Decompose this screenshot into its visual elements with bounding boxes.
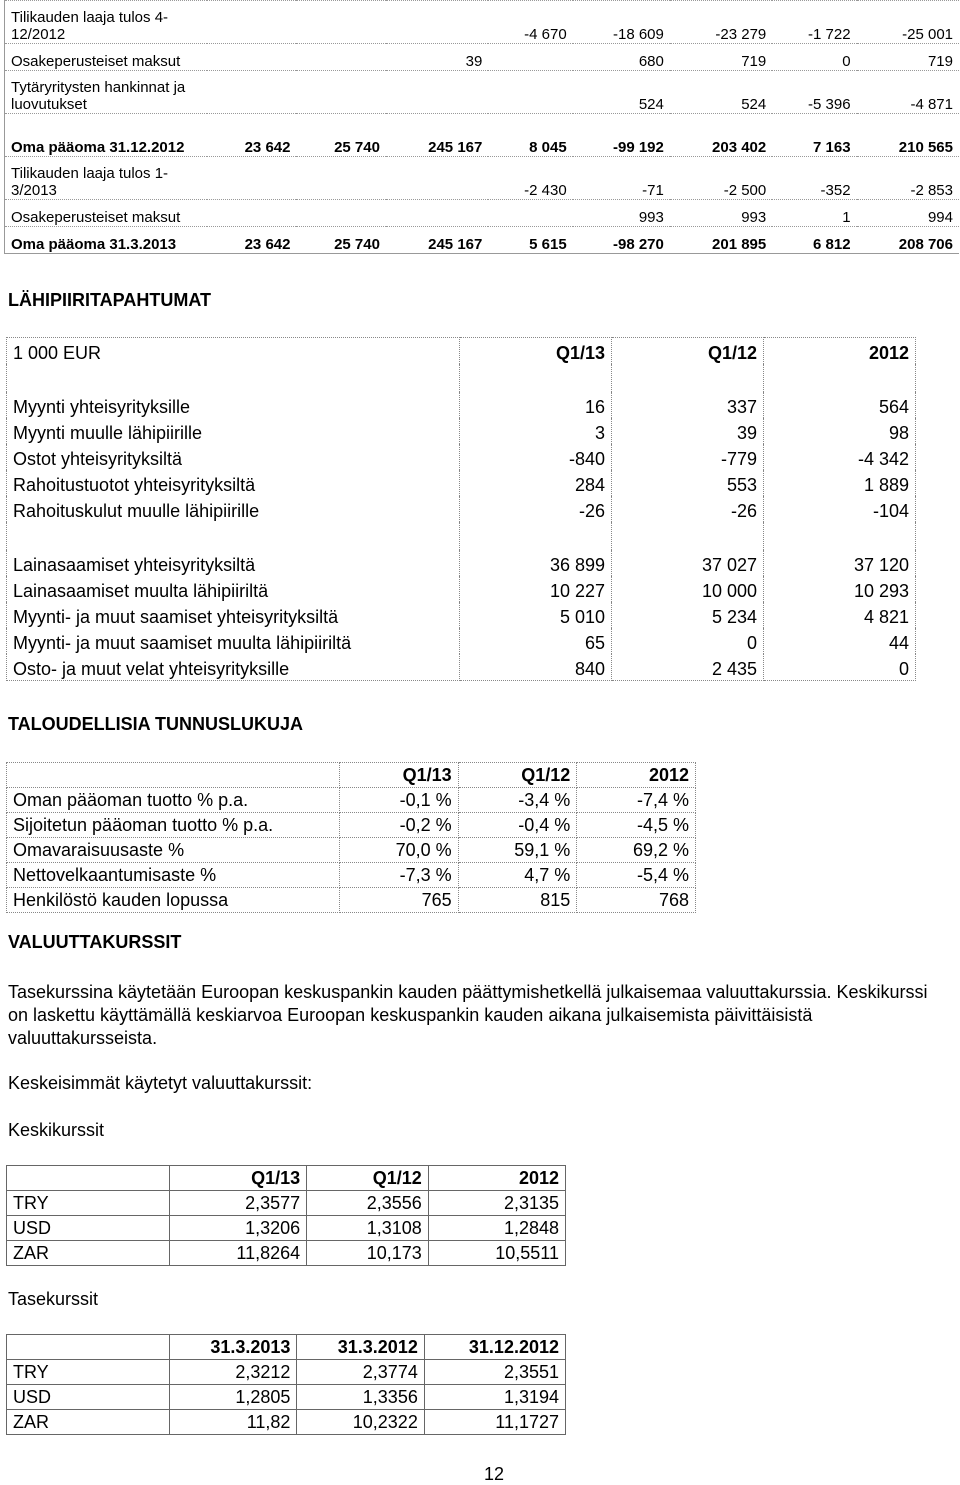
value-cell: 2,3135 xyxy=(428,1191,565,1216)
currency-row xyxy=(7,1191,566,1216)
value-cell: -2 500 xyxy=(670,157,772,200)
value-cell xyxy=(207,157,296,200)
value-cell: -0,2 % xyxy=(340,813,459,838)
related-row xyxy=(7,602,916,628)
row-label: Lainasaamiset yhteisyrityksiltä xyxy=(7,550,460,576)
value-cell: 768 xyxy=(577,888,696,913)
average-rates-table xyxy=(6,1165,566,1266)
value-cell: 2,3577 xyxy=(170,1191,307,1216)
value-cell: 2,3212 xyxy=(170,1360,297,1385)
empty-header xyxy=(7,1166,170,1191)
value-cell: 284 xyxy=(460,470,612,496)
value-cell: 10 000 xyxy=(612,576,764,602)
equity-row xyxy=(5,227,960,254)
spacer-cell xyxy=(612,522,764,550)
value-cell: 524 xyxy=(670,71,772,114)
related-heading: LÄHIPIIRITAPAHTUMAT xyxy=(8,290,211,310)
row-label: Tytäryritysten hankinnat ja luovutukset xyxy=(5,71,208,114)
currency-row xyxy=(7,1360,566,1385)
spacer-cell xyxy=(764,364,916,392)
value-cell xyxy=(296,71,385,114)
currency-intro: Keskeisimmät käytetyt valuuttakurssit: xyxy=(8,1073,313,1093)
column-header: 2012 xyxy=(764,338,916,365)
column-header: Q1/12 xyxy=(612,338,764,365)
row-label: Rahoituskulut muulle lähipiirille xyxy=(7,496,460,522)
value-cell xyxy=(386,200,488,227)
value-cell: -99 192 xyxy=(573,114,670,157)
value-cell: -71 xyxy=(573,157,670,200)
column-header: 31.3.2013 xyxy=(170,1335,297,1360)
value-cell: 0 xyxy=(612,628,764,654)
related-row xyxy=(7,628,916,654)
value-cell: -0,4 % xyxy=(458,813,577,838)
value-cell: 524 xyxy=(573,71,670,114)
value-cell: -26 xyxy=(612,496,764,522)
value-cell: 337 xyxy=(612,392,764,418)
row-label: Rahoitustuotot yhteisyrityksiltä xyxy=(7,470,460,496)
value-cell: 10,5511 xyxy=(428,1241,565,1266)
value-cell: -104 xyxy=(764,496,916,522)
value-cell: 1,3356 xyxy=(297,1385,424,1410)
value-cell: -2 430 xyxy=(488,157,572,200)
value-cell: -0,1 % xyxy=(340,788,459,813)
value-cell: -18 609 xyxy=(573,1,670,44)
value-cell: 5 234 xyxy=(612,602,764,628)
value-cell: 993 xyxy=(573,200,670,227)
value-cell: 39 xyxy=(612,418,764,444)
currency-code: TRY xyxy=(7,1360,170,1385)
currency-row xyxy=(7,1241,566,1266)
equity-row xyxy=(5,1,960,44)
ratios-heading: TALOUDELLISIA TUNNUSLUKUJA xyxy=(8,714,303,734)
value-cell xyxy=(488,44,572,71)
spacer-cell xyxy=(764,522,916,550)
value-cell: 2,3551 xyxy=(424,1360,565,1385)
currency-code: ZAR xyxy=(7,1241,170,1266)
value-cell: 7 163 xyxy=(772,114,856,157)
header-row xyxy=(7,763,696,788)
value-cell: 0 xyxy=(764,654,916,681)
row-label: Osakeperusteiset maksut xyxy=(5,200,208,227)
spacer-cell xyxy=(7,364,460,392)
value-cell: -4 871 xyxy=(857,71,959,114)
equity-row xyxy=(5,157,960,200)
value-cell: 2,3556 xyxy=(307,1191,429,1216)
value-cell: 98 xyxy=(764,418,916,444)
row-label: Myynti- ja muut saamiset yhteisyrityksiltä xyxy=(7,602,460,628)
header-row xyxy=(7,1335,566,1360)
value-cell: 719 xyxy=(670,44,772,71)
value-cell: 564 xyxy=(764,392,916,418)
value-cell: -4 670 xyxy=(488,1,572,44)
value-cell: 245 167 xyxy=(386,227,488,254)
value-cell xyxy=(207,44,296,71)
value-cell: 8 045 xyxy=(488,114,572,157)
page-number: 12 xyxy=(484,1464,505,1484)
value-cell: -1 722 xyxy=(772,1,856,44)
ratio-row xyxy=(7,863,696,888)
value-cell: 208 706 xyxy=(857,227,959,254)
value-cell: -25 001 xyxy=(857,1,959,44)
value-cell xyxy=(207,71,296,114)
value-cell: 201 895 xyxy=(670,227,772,254)
value-cell xyxy=(207,200,296,227)
spacer-cell xyxy=(460,522,612,550)
column-header: 2012 xyxy=(428,1166,565,1191)
value-cell: -26 xyxy=(460,496,612,522)
equity-table xyxy=(4,0,959,254)
header-row xyxy=(7,338,916,365)
related-row xyxy=(7,496,916,522)
value-cell: 70,0 % xyxy=(340,838,459,863)
balance-rates-title: Tasekurssit xyxy=(8,1289,99,1309)
value-cell: 5 010 xyxy=(460,602,612,628)
value-cell: 1,2805 xyxy=(170,1385,297,1410)
value-cell: 6 812 xyxy=(772,227,856,254)
ratio-row xyxy=(7,888,696,913)
balance-rates-table xyxy=(6,1334,566,1435)
row-label: Ostot yhteisyrityksiltä xyxy=(7,444,460,470)
value-cell: 245 167 xyxy=(386,114,488,157)
row-label: Tilikauden laaja tulos 4-12/2012 xyxy=(5,1,208,44)
column-header: Q1/12 xyxy=(458,763,577,788)
currency-code: USD xyxy=(7,1216,170,1241)
column-header: Q1/13 xyxy=(170,1166,307,1191)
empty-header xyxy=(7,1335,170,1360)
currency-row xyxy=(7,1385,566,1410)
related-row xyxy=(7,550,916,576)
row-label: Omavaraisuusaste % xyxy=(7,838,340,863)
currency-paragraph: Tasekurssina käytetään Euroopan keskuspankin kauden päättymishetkellä julkaisemaa valuuttakurssia. Keskikurssi on laskettu käyttämällä keskiarvoa Euroopan keskuspankin kauden aikana julkaisemista päivittäisistä valuuttakursseista. xyxy=(8,982,928,1048)
value-cell: 10 227 xyxy=(460,576,612,602)
value-cell: 10,2322 xyxy=(297,1410,424,1435)
column-header: Q1/13 xyxy=(340,763,459,788)
value-cell: 10 293 xyxy=(764,576,916,602)
value-cell: 37 027 xyxy=(612,550,764,576)
value-cell: -840 xyxy=(460,444,612,470)
value-cell: 0 xyxy=(772,44,856,71)
currency-code: TRY xyxy=(7,1191,170,1216)
value-cell xyxy=(386,1,488,44)
value-cell xyxy=(386,71,488,114)
average-rates-title: Keskikurssit xyxy=(8,1120,105,1140)
row-label: Osto- ja muut velat yhteisyrityksille xyxy=(7,654,460,681)
equity-row xyxy=(5,44,960,71)
row-label: Oma pääoma 31.3.2013 xyxy=(5,227,208,254)
row-label: Sijoitetun pääoman tuotto % p.a. xyxy=(7,813,340,838)
value-cell: 37 120 xyxy=(764,550,916,576)
row-label: Henkilöstö kauden lopussa xyxy=(7,888,340,913)
ratio-row xyxy=(7,813,696,838)
spacer-row xyxy=(7,522,916,550)
value-cell: -5 396 xyxy=(772,71,856,114)
value-cell: 23 642 xyxy=(207,114,296,157)
value-cell xyxy=(296,1,385,44)
value-cell xyxy=(488,71,572,114)
value-cell: -3,4 % xyxy=(458,788,577,813)
value-cell: 25 740 xyxy=(296,227,385,254)
value-cell: 59,1 % xyxy=(458,838,577,863)
ratio-row xyxy=(7,838,696,863)
value-cell: 2 435 xyxy=(612,654,764,681)
value-cell: 11,1727 xyxy=(424,1410,565,1435)
related-row xyxy=(7,392,916,418)
equity-row xyxy=(5,114,960,157)
currency-row xyxy=(7,1216,566,1241)
header-row xyxy=(7,1166,566,1191)
value-cell: 1 889 xyxy=(764,470,916,496)
currency-code: USD xyxy=(7,1385,170,1410)
column-header: Q1/12 xyxy=(307,1166,429,1191)
value-cell: 1,3194 xyxy=(424,1385,565,1410)
value-cell: 11,82 xyxy=(170,1410,297,1435)
value-cell xyxy=(386,157,488,200)
row-label: Lainasaamiset muulta lähipiiriltä xyxy=(7,576,460,602)
value-cell: -4 342 xyxy=(764,444,916,470)
currency-row xyxy=(7,1410,566,1435)
value-cell: -352 xyxy=(772,157,856,200)
value-cell: 10,173 xyxy=(307,1241,429,1266)
value-cell: 36 899 xyxy=(460,550,612,576)
value-cell: 1,3108 xyxy=(307,1216,429,1241)
value-cell: 1,3206 xyxy=(170,1216,307,1241)
ratios-table xyxy=(6,762,696,913)
value-cell xyxy=(296,200,385,227)
equity-row xyxy=(5,71,960,114)
row-label: Nettovelkaantumisaste % xyxy=(7,863,340,888)
spacer-row xyxy=(7,364,916,392)
column-header: 2012 xyxy=(577,763,696,788)
row-label: Myynti muulle lähipiirille xyxy=(7,418,460,444)
related-row xyxy=(7,576,916,602)
value-cell xyxy=(207,1,296,44)
spacer-cell xyxy=(612,364,764,392)
currency-code: ZAR xyxy=(7,1410,170,1435)
value-cell: -779 xyxy=(612,444,764,470)
value-cell: 210 565 xyxy=(857,114,959,157)
value-cell: 203 402 xyxy=(670,114,772,157)
column-header: 31.3.2012 xyxy=(297,1335,424,1360)
row-label: Myynti- ja muut saamiset muulta lähipiiriltä xyxy=(7,628,460,654)
unit-label: 1 000 EUR xyxy=(7,338,460,365)
value-cell: 840 xyxy=(460,654,612,681)
value-cell xyxy=(488,200,572,227)
value-cell: 719 xyxy=(857,44,959,71)
row-label: Osakeperusteiset maksut xyxy=(5,44,208,71)
related-row xyxy=(7,654,916,681)
value-cell xyxy=(296,44,385,71)
value-cell: -98 270 xyxy=(573,227,670,254)
value-cell: 25 740 xyxy=(296,114,385,157)
value-cell: -4,5 % xyxy=(577,813,696,838)
related-row xyxy=(7,418,916,444)
empty-header xyxy=(7,763,340,788)
value-cell: 11,8264 xyxy=(170,1241,307,1266)
value-cell: -7,4 % xyxy=(577,788,696,813)
currency-heading: VALUUTTAKURSSIT xyxy=(8,932,182,952)
related-row xyxy=(7,470,916,496)
value-cell: 39 xyxy=(386,44,488,71)
spacer-cell xyxy=(460,364,612,392)
equity-row xyxy=(5,200,960,227)
value-cell: -5,4 % xyxy=(577,863,696,888)
value-cell: 765 xyxy=(340,888,459,913)
value-cell: 4,7 % xyxy=(458,863,577,888)
related-party-table xyxy=(6,337,916,681)
value-cell: 44 xyxy=(764,628,916,654)
value-cell: 69,2 % xyxy=(577,838,696,863)
value-cell: 815 xyxy=(458,888,577,913)
value-cell: 993 xyxy=(670,200,772,227)
value-cell: -2 853 xyxy=(857,157,959,200)
value-cell: 1 xyxy=(772,200,856,227)
row-label: Myynti yhteisyrityksille xyxy=(7,392,460,418)
value-cell: 65 xyxy=(460,628,612,654)
value-cell: 16 xyxy=(460,392,612,418)
value-cell: 2,3774 xyxy=(297,1360,424,1385)
value-cell: 553 xyxy=(612,470,764,496)
value-cell: 680 xyxy=(573,44,670,71)
row-label: Oman pääoman tuotto % p.a. xyxy=(7,788,340,813)
ratio-row xyxy=(7,788,696,813)
value-cell: 5 615 xyxy=(488,227,572,254)
value-cell: -23 279 xyxy=(670,1,772,44)
value-cell xyxy=(296,157,385,200)
value-cell: 3 xyxy=(460,418,612,444)
related-row xyxy=(7,444,916,470)
value-cell: 23 642 xyxy=(207,227,296,254)
value-cell: 1,2848 xyxy=(428,1216,565,1241)
spacer-cell xyxy=(7,522,460,550)
row-label: Tilikauden laaja tulos 1-3/2013 xyxy=(5,157,208,200)
value-cell: 4 821 xyxy=(764,602,916,628)
column-header: Q1/13 xyxy=(460,338,612,365)
row-label: Oma pääoma 31.12.2012 xyxy=(5,114,208,157)
column-header: 31.12.2012 xyxy=(424,1335,565,1360)
value-cell: 994 xyxy=(857,200,959,227)
value-cell: -7,3 % xyxy=(340,863,459,888)
